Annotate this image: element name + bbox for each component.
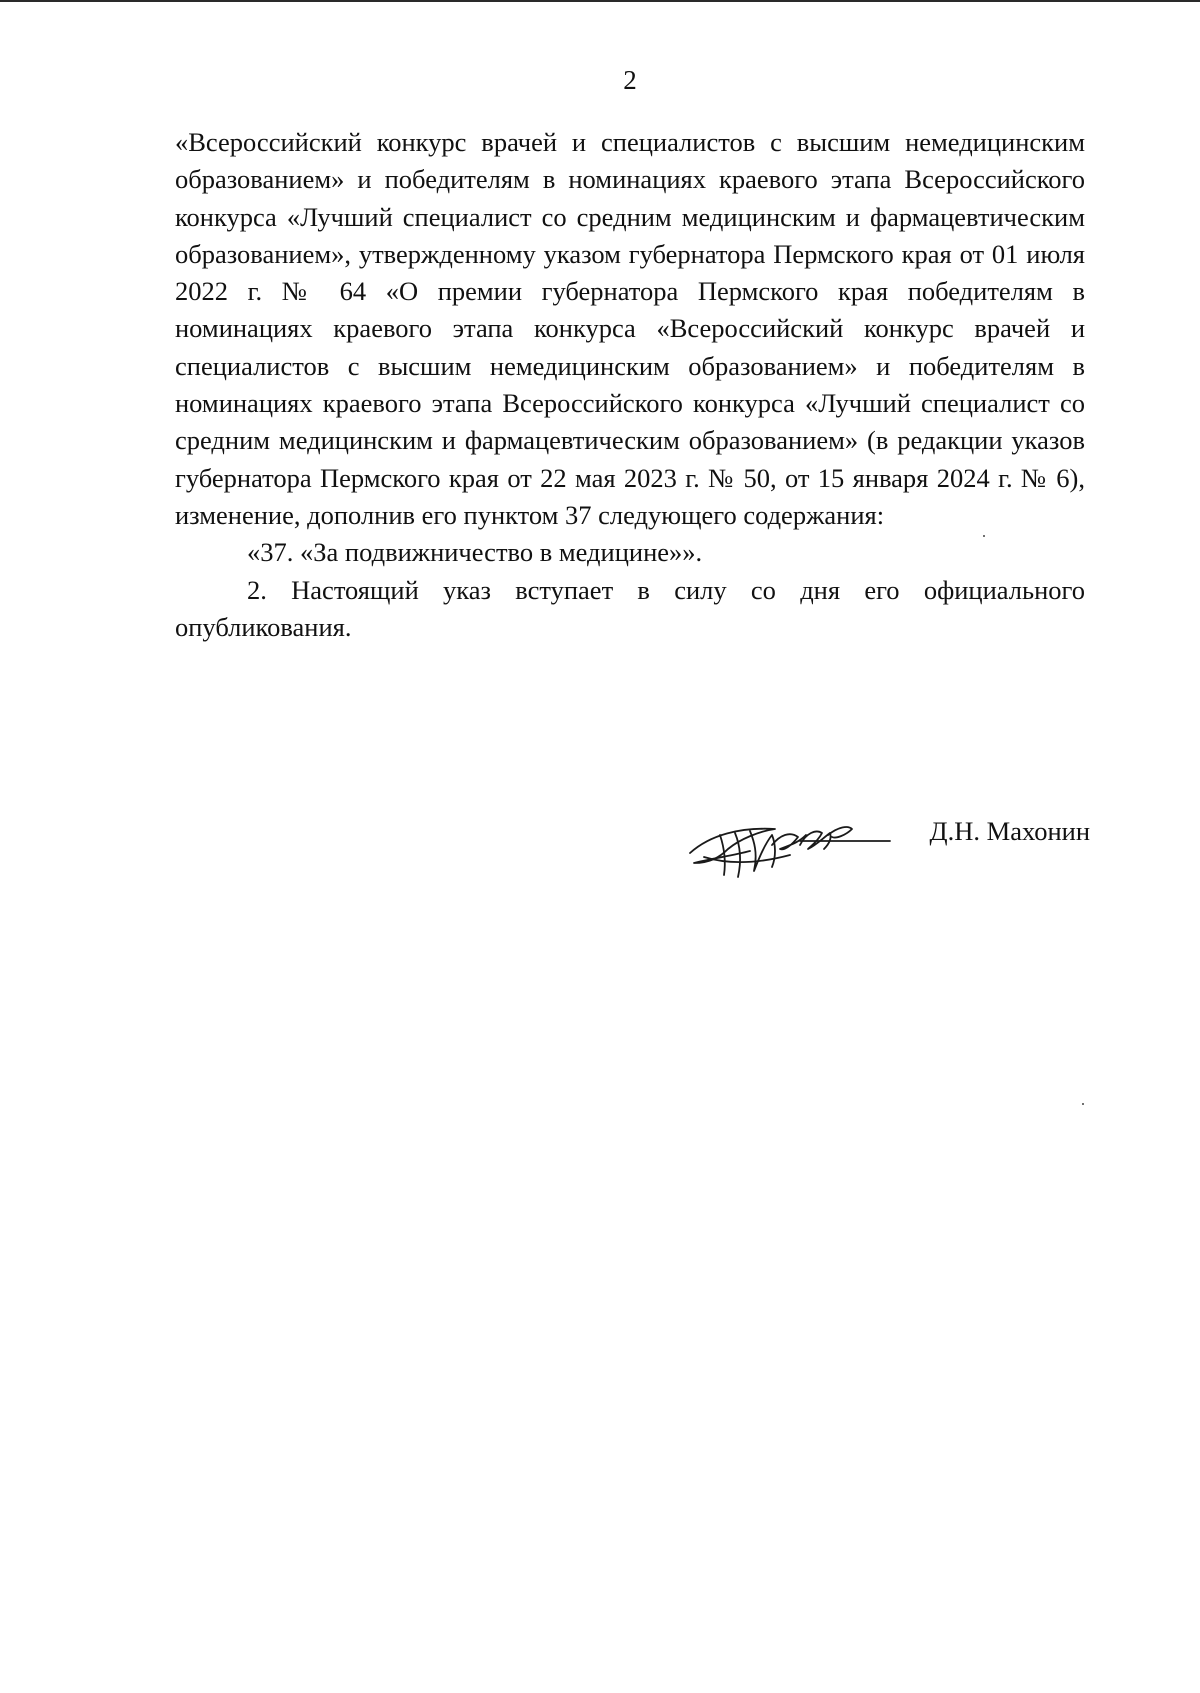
signer-name: Д.Н. Махонин bbox=[929, 816, 1090, 846]
paragraph-item-37: «37. «За подвижничество в медицине»». bbox=[247, 537, 703, 568]
signature-block bbox=[680, 805, 1090, 885]
page-number: 2 bbox=[623, 65, 637, 95]
paragraph-effective-date: 2. Настоящий указ вступает в силу со дня его официального опубликования. bbox=[175, 574, 1085, 642]
scan-edge-line bbox=[0, 0, 1200, 2]
scan-speck bbox=[983, 535, 985, 537]
scan-speck bbox=[1082, 1103, 1084, 1105]
handwritten-signature-icon bbox=[680, 805, 900, 885]
document-body bbox=[175, 124, 1085, 646]
paragraph-continuation: «Всероссийский конкурс врачей и специалистов с высшим немедицинским образованием» и победителям в номинациях краевого этапа Всероссийского конкурса «Лучший специалист со средним медицинским и фармацевтическим образованием», утвержденному указом губернатора Пермского края от 01 июля 2022 г. № 64 «О премии губернатора Пермского края победителям в номинациях краевого этапа конкурса «Всероссийский конкурс врачей и специалистов с высшим немедицинским образованием» и победителям в номинациях краевого этапа Всероссийского конкурса «Лучший специалист со средним медицинским и фармацевтическим образованием» (в редакции указов губернатора Пермского края от 22 мая 2023 г. № 50, от 15 января 2024 г. № 6), изменение, дополнив его пунктом 37 следующего содержания: bbox=[175, 127, 1085, 530]
